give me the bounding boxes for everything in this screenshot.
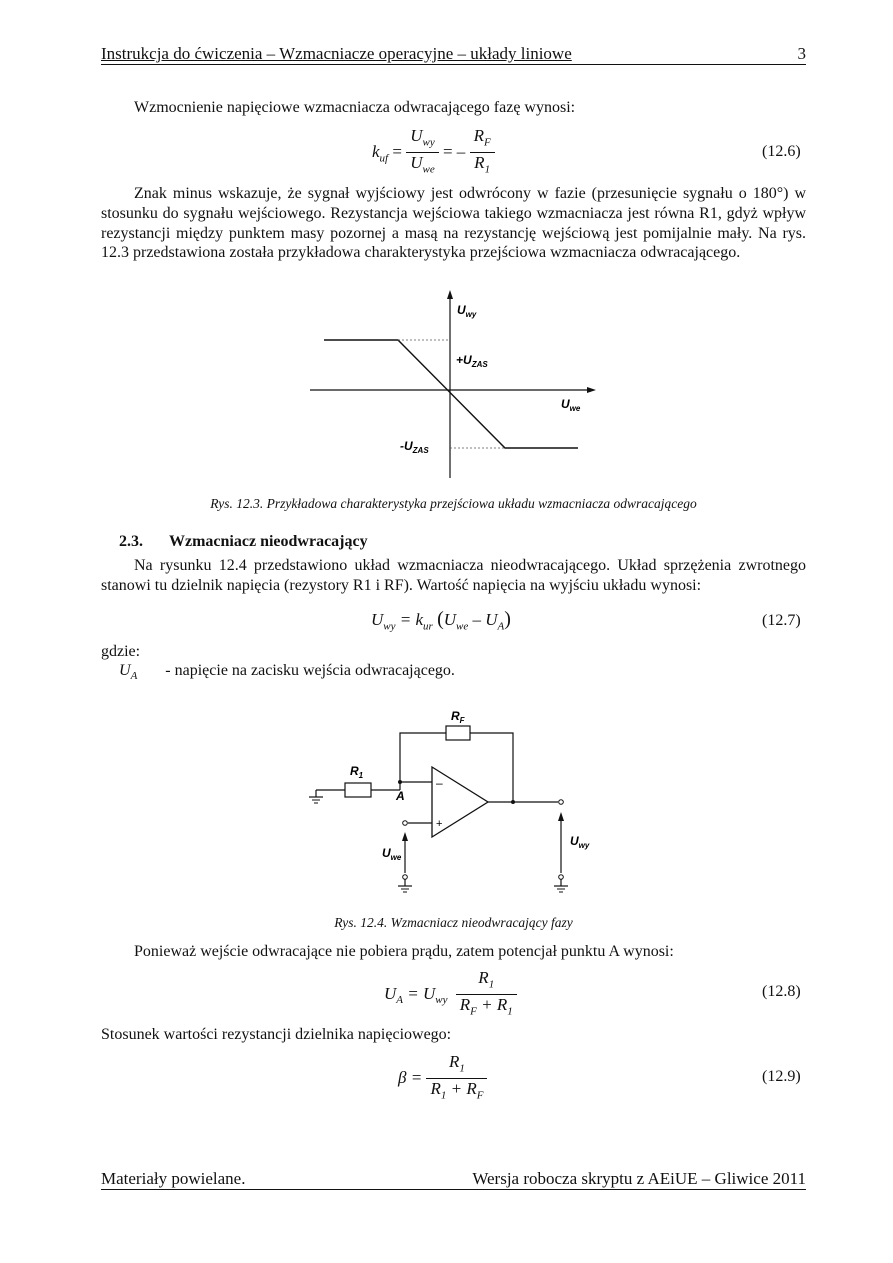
section-number: 2.3. xyxy=(119,533,143,550)
label-neg-saturation: $-U_{ZAS}$ xyxy=(400,439,429,455)
page-number: 3 xyxy=(797,44,806,63)
paragraph-noninverting-intro: Na rysunku 12.4 przedstawiono układ wzmacniacza nieodwracającego. Układ sprzężenia zwrotnego stanowi tu dzielnik napięcia (rezystory R1 i RF). Wartość napięcia na wyjściu układu wynosi: xyxy=(101,557,806,594)
opamp-minus: – xyxy=(436,776,443,790)
figure-noninverting-circuit xyxy=(300,705,590,900)
footer-left: Materiały powielane. xyxy=(101,1169,246,1188)
equation-number-12-7: (12.7) xyxy=(762,612,801,629)
caption-fig-12-3: Rys. 12.3. Przykładowa charakterystyka przejściowa układu wzmacniacza odwracającego xyxy=(210,496,697,511)
figure-transfer-characteristic xyxy=(300,288,620,488)
label-node-a: A xyxy=(396,789,405,803)
feedback-wire-right xyxy=(470,733,513,803)
label-rf: $R_F$ xyxy=(451,709,465,725)
section-heading xyxy=(119,533,368,551)
output-ground-terminal xyxy=(559,875,564,880)
ua-definition xyxy=(119,662,455,682)
caption-fig-12-4: Rys. 12.4. Wzmacniacz nieodwracający fazy xyxy=(334,915,573,930)
opamp-plus: + xyxy=(436,818,443,830)
equation-12-6: $k_{uf}$ = $\frac{U_{wy}}{U_{we}}$ = – $\frac{R_F}{R_1}$ xyxy=(372,126,495,180)
label-uwe: $U_{we}$ xyxy=(561,397,581,413)
equation-number-12-9: (12.9) xyxy=(762,1068,801,1085)
equation-12-7: $U_{wy} = k_{ur}$ $(U_{we} - U_A)$ xyxy=(371,608,511,633)
header-title: Instrukcja do ćwiczenia – Wzmacniacze operacyjne – układy liniowe xyxy=(101,44,572,63)
output-terminal xyxy=(559,800,564,805)
gdzie-label: gdzie: xyxy=(101,643,141,660)
label-uwe: $U_{we}$ xyxy=(382,846,402,862)
equation-12-9: β = $\frac{R_1}{R_1 + R_F}$ xyxy=(398,1052,487,1106)
resistor-r1 xyxy=(345,783,371,797)
output-node-dot xyxy=(511,800,515,804)
y-axis-arrow xyxy=(447,290,453,299)
transfer-curve xyxy=(324,340,578,448)
equation-12-8: $U_A = U_{wy}$ $\frac{R_1}{R_F + R_1}$ xyxy=(384,968,517,1022)
paragraph-potential-a: Ponieważ wejście odwracające nie pobiera prądu, zatem potencjał punktu A wynosi: xyxy=(134,943,674,960)
label-pos-saturation: $+U_{ZAS}$ xyxy=(456,353,488,369)
ua-symbol: $U_A$ xyxy=(119,662,138,683)
label-uwy: $U_{wy}$ xyxy=(457,303,477,319)
label-uwy: $U_{wy}$ xyxy=(570,834,590,850)
page-header xyxy=(101,44,806,65)
resistor-rf xyxy=(446,726,470,740)
paragraph-divider-ratio: Stosunek wartości rezystancji dzielnika napięciowego: xyxy=(101,1026,452,1043)
equation-number-12-6: (12.6) xyxy=(762,143,801,160)
ua-text: - napięcie na zacisku wejścia odwracającego. xyxy=(165,662,455,679)
footer-right: Wersja robocza skryptu z AEiUE – Gliwice 2011 xyxy=(472,1169,806,1188)
input-terminal xyxy=(403,821,408,826)
section-title: Wzmacniacz nieodwracający xyxy=(169,533,368,550)
paragraph-gain-intro: Wzmocnienie napięciowe wzmacniacza odwracającego fazę wynosi: xyxy=(134,99,576,116)
label-r1: $R_1$ xyxy=(350,764,364,780)
page-footer xyxy=(101,1169,806,1190)
equation-number-12-8: (12.8) xyxy=(762,983,801,1000)
input-ground-terminal xyxy=(403,875,408,880)
paragraph-inverting-description: Znak minus wskazuje, że sygnał wyjściowy jest odwrócony w fazie (przesunięcie sygnału o 180°) w stosunku do sygnału wejściowego. Rezystancja wejściowa takiego wzmacniacza jest równa R1, gdyż wpływ rezystancji między punktem masy pozornej a masą na rezystancję wejściową jest pomijalnie mały. Na rys. 12.3 przedstawiona została przykładowa charakterystyka przejściowa wzmacniacza odwracającego. xyxy=(101,185,806,262)
x-axis-arrow xyxy=(587,387,596,393)
